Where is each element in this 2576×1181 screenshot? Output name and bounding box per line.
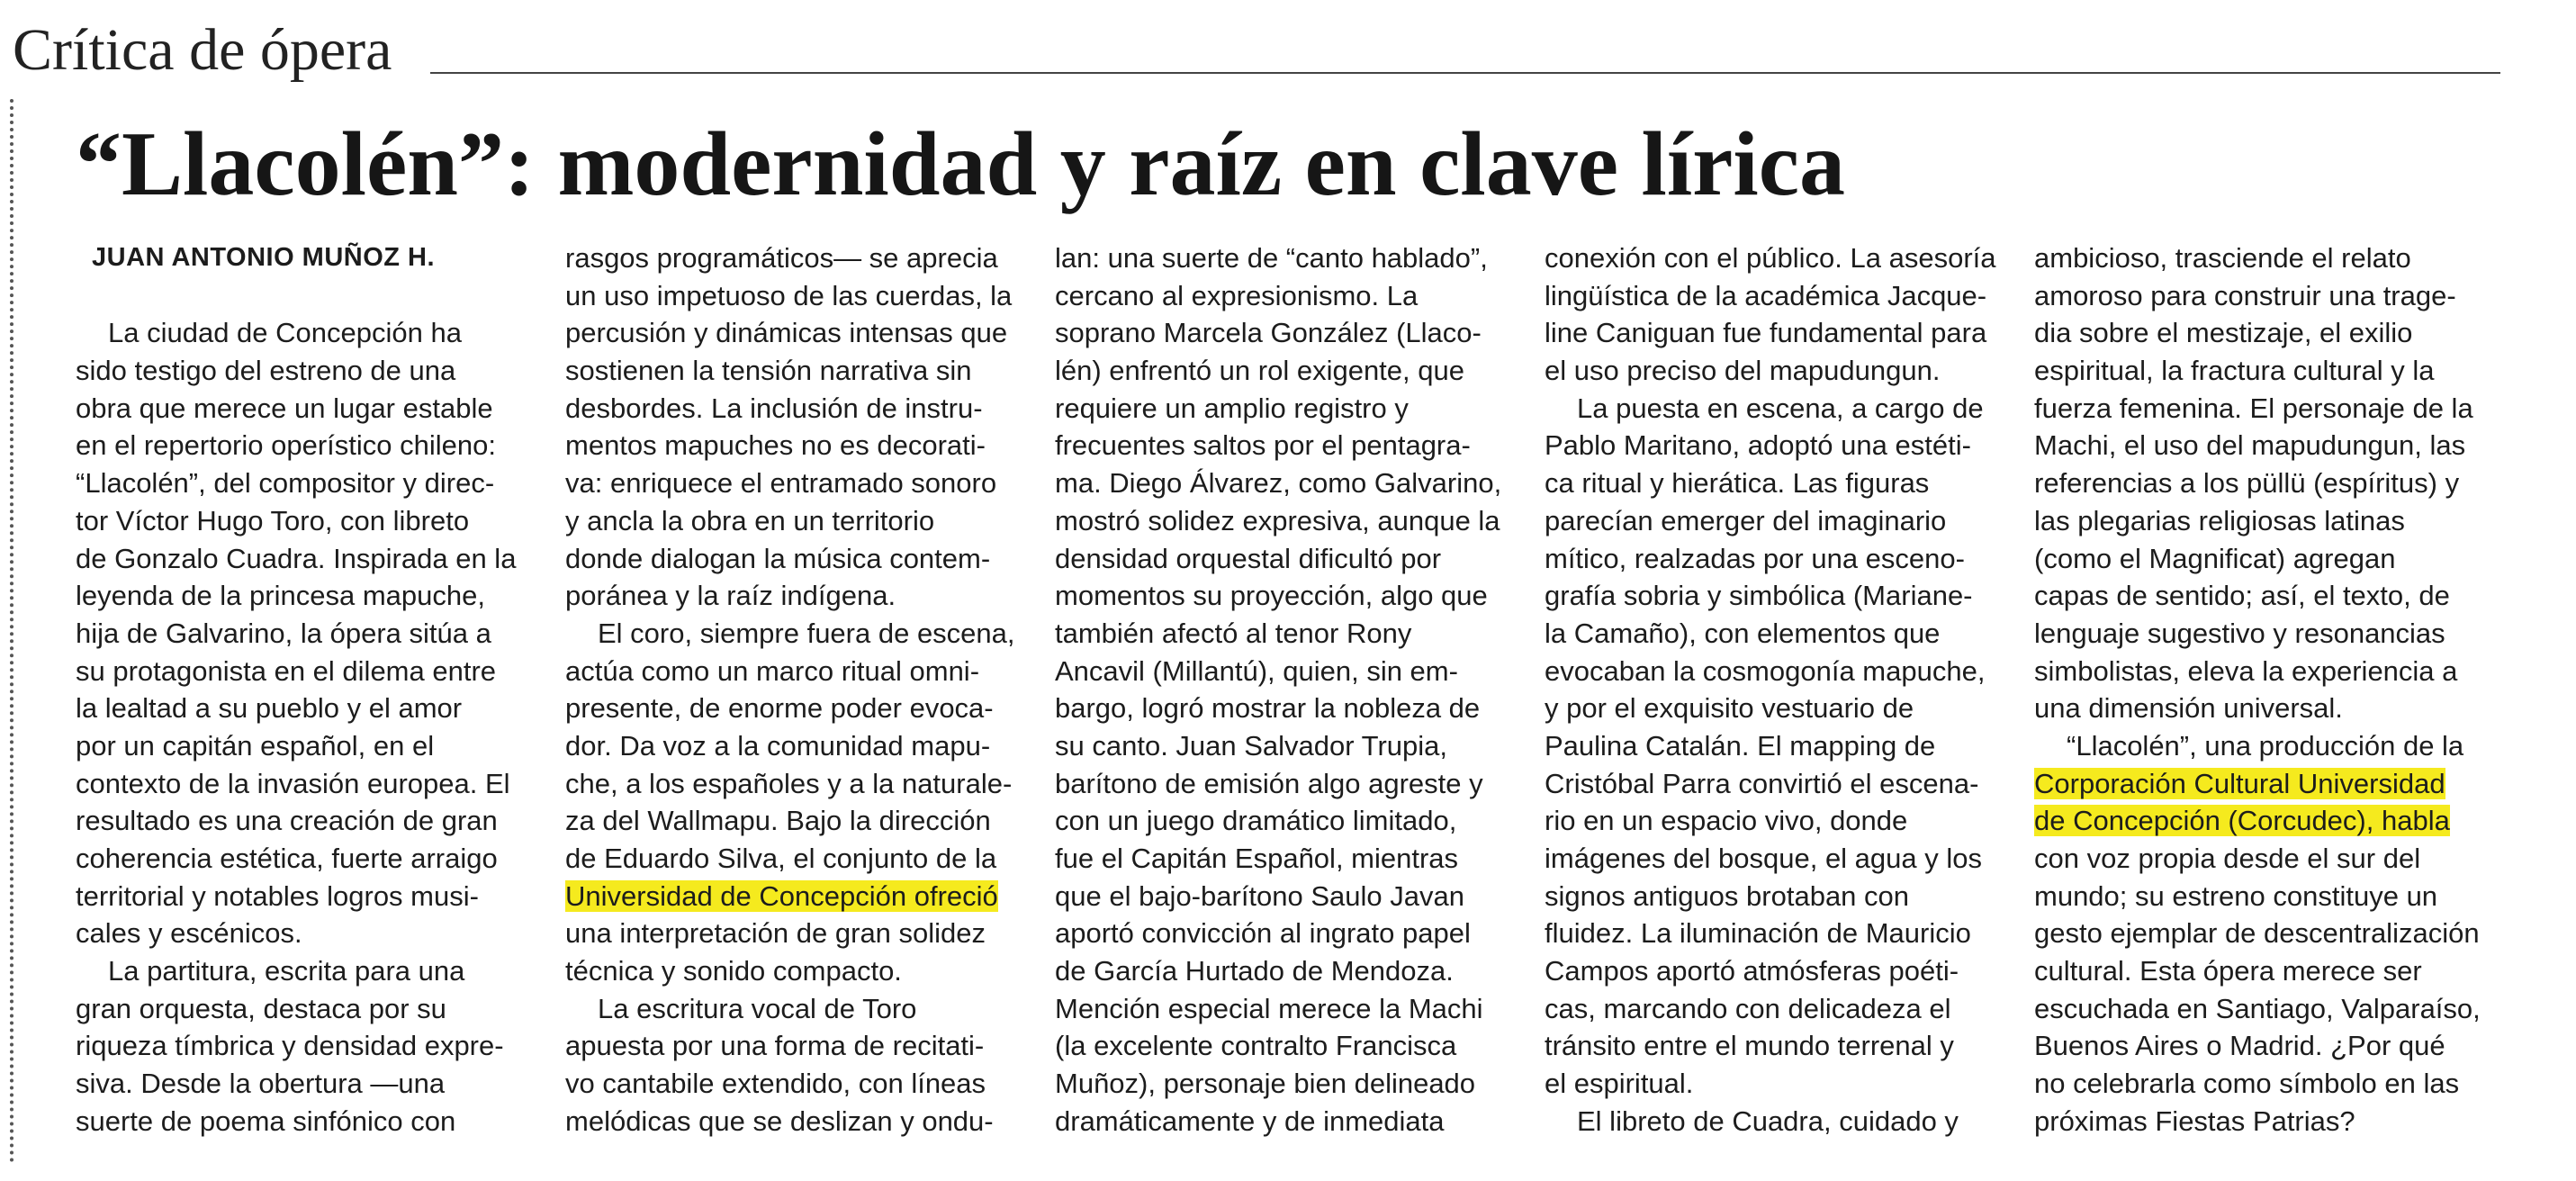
text-line — [76, 277, 526, 315]
text-line: contexto de la invasión europea. El — [76, 767, 510, 799]
text-line: fluidez. La iluminación de Mauricio — [1545, 917, 1971, 950]
text-line: cas, marcando con delicadeza el — [1545, 992, 1951, 1024]
text-line — [2034, 802, 2484, 840]
text-line: simbolistas, eleva la experiencia a — [2034, 654, 2458, 687]
text-line: Paulina Catalán. El mapping de — [1545, 729, 1936, 762]
text-line: Campos aportó atmósferas poéti- — [1545, 955, 1959, 987]
text-line: resultado es una creación de gran — [76, 805, 498, 837]
text-line: “Llacolén”, del compositor y direc- — [76, 467, 495, 500]
section-rule — [430, 72, 2500, 74]
text-line: dramáticamente y de inmediata — [1055, 1104, 1445, 1137]
text-line: ca ritual y hierática. Las figuras — [1545, 467, 1930, 500]
text-line: barítono de emisión algo agreste y — [1055, 767, 1483, 799]
text-line: requiere un amplio registro y — [1055, 392, 1409, 424]
text-line: cultural. Esta ópera merece ser — [2034, 955, 2422, 987]
text-line: bargo, logró mostrar la nobleza de — [1055, 692, 1481, 725]
text-line: dia sobre el mestizaje, el exilio — [2034, 317, 2413, 349]
text-line: Ancavil (Millantú), quien, sin em- — [1055, 654, 1458, 687]
text-line: lenguaje sugestivo y resonancias — [2034, 617, 2445, 649]
text-line: poránea y la raíz indígena. — [565, 580, 896, 612]
text-line: actúa como un marco ritual omni- — [565, 654, 980, 687]
text-line: de Eduardo Silva, el conjunto de la — [565, 843, 997, 874]
text-line: riqueza tímbrica y densidad expre- — [76, 1030, 504, 1062]
text-line: Pablo Maritano, adoptó una estéti- — [1545, 429, 1971, 462]
text-line: tránsito entre el mundo terrenal y — [1545, 1030, 1954, 1062]
text-line: con un juego dramático limitado, — [1055, 805, 1457, 837]
text-line: y ancla la obra en un territorio — [565, 504, 935, 536]
text-line: capas de sentido; así, el texto, de — [2034, 580, 2450, 612]
text-line: técnica y sonido compacto. — [565, 955, 902, 987]
text-line: siva. Desde la obertura —una — [76, 1068, 446, 1100]
text-line: rio en un espacio vivo, donde — [1545, 805, 1908, 837]
text-line: grafía sobria y simbólica (Mariane- — [1545, 580, 1973, 612]
text-line: su canto. Juan Salvador Trupia, — [1055, 729, 1447, 762]
text-line: amoroso para construir una trage- — [2034, 279, 2456, 311]
text-line: aportó convicción al ingrato papel — [1055, 917, 1471, 950]
text-line: La partitura, escrita para una — [108, 955, 465, 987]
text-line: melódicas que se deslizan y ondu- — [565, 1104, 994, 1137]
text-line: mundo; su estreno constituye un — [2034, 879, 2438, 912]
text-line: su protagonista en el dilema entre — [76, 654, 497, 687]
text-line: la lealtad a su pueblo y el amor — [76, 692, 463, 725]
highlighted-text: de Concepción (Corcudec), habla — [2034, 805, 2450, 837]
text-line: Machi, el uso del mapudungun, las — [2034, 429, 2466, 462]
text-line: de Gonzalo Cuadra. Inspirada en la — [76, 542, 517, 574]
text-line: za del Wallmapu. Bajo la dirección — [565, 805, 991, 837]
text-line: con voz propia desde el sur del — [2034, 843, 2421, 874]
text-line: leyenda de la princesa mapuche, — [76, 580, 485, 612]
text-line: escuchada en Santiago, Valparaíso, — [2034, 992, 2481, 1024]
text-line: que el bajo-barítono Saulo Javan — [1055, 879, 1464, 912]
text-line: percusión y dinámicas intensas que — [565, 317, 1008, 349]
author-byline: JUAN ANTONIO MUÑOZ H. — [92, 243, 436, 272]
text-line: obra que merece un lugar estable — [76, 392, 493, 424]
text-line: “Llacolén”, una producción de la — [2067, 729, 2464, 762]
text-line: evocaban la cosmogonía mapuche, — [1545, 654, 1986, 687]
text-line: el espiritual. — [1545, 1068, 1694, 1100]
text-line: Buenos Aires o Madrid. ¿Por qué — [2034, 1030, 2445, 1062]
text-line: vo cantabile extendido, con líneas — [565, 1068, 986, 1100]
text-line: Cristóbal Parra convirtió el escena- — [1545, 767, 1979, 799]
text-line: gesto ejemplar de descentralización — [2034, 917, 2480, 950]
text-line: gran orquesta, destaca por su — [76, 992, 446, 1024]
text-line: territorial y notables logros musi- — [76, 879, 479, 912]
text-line: próximas Fiestas Patrias? — [2034, 1104, 2355, 1137]
text-line: coherencia estética, fuerte arraigo — [76, 843, 498, 874]
text-line: La puesta en escena, a cargo de — [1577, 392, 1984, 424]
section-title: Crítica de ópera — [13, 17, 392, 83]
text-line: donde dialogan la música contem- — [565, 542, 991, 574]
text-line: ambicioso, trasciende el relato — [2034, 242, 2411, 274]
text-line: imágenes del bosque, el agua y los — [1545, 843, 1982, 874]
text-line: en el repertorio operístico chileno: — [76, 429, 496, 462]
text-line: signos antiguos brotaban con — [1545, 879, 1910, 912]
text-line: (como el Magnificat) agregan — [2034, 542, 2396, 574]
text-line: dor. Da voz a la comunidad mapu- — [565, 729, 991, 762]
text-line: mítico, realzadas por una esceno- — [1545, 542, 1965, 574]
article-headline: “Llacolén”: modernidad y raíz en clave lírica — [76, 113, 1846, 215]
text-line: una dimensión universal. — [2034, 692, 2343, 725]
text-line: fuerza femenina. El personaje de la — [2034, 392, 2473, 424]
text-line: tor Víctor Hugo Toro, con libreto — [76, 504, 470, 536]
article-column-2 — [565, 239, 1015, 1140]
text-line: rasgos programáticos— se aprecia — [565, 242, 998, 274]
text-line: no celebrarla como símbolo en las — [2034, 1068, 2460, 1100]
text-line: lan: una suerte de “canto hablado”, — [1055, 242, 1488, 274]
text-line: espiritual, la fractura cultural y la — [2034, 355, 2435, 387]
text-line: lingüística de la académica Jacque- — [1545, 279, 1987, 311]
text-line: fue el Capitán Español, mientras — [1055, 843, 1459, 874]
text-line: soprano Marcela González (Llaco- — [1055, 317, 1482, 349]
text-line: line Caniguan fue fundamental para — [1545, 317, 1987, 349]
text-line: La ciudad de Concepción ha — [108, 317, 462, 349]
text-line: referencias a los püllü (espíritus) y — [2034, 467, 2460, 500]
text-line: va: enriquece el entramado sonoro — [565, 467, 997, 500]
text-line — [565, 878, 1015, 915]
text-line: Mención especial merece la Machi — [1055, 992, 1483, 1024]
highlighted-text: Corporación Cultural Universidad — [2034, 767, 2445, 799]
text-line: Muñoz), personaje bien delineado — [1055, 1068, 1476, 1100]
article-column-3 — [1055, 239, 1505, 1140]
text-line: presente, de enorme poder evoca- — [565, 692, 994, 725]
text-line: lén) enfrentó un rol exigente, que — [1055, 355, 1464, 387]
text-line: cercano al expresionismo. La — [1055, 279, 1419, 311]
text-line: hija de Galvarino, la ópera sitúa a — [76, 617, 491, 649]
dotted-margin-rule — [10, 99, 14, 1163]
text-line: el uso preciso del mapudungun. — [1545, 355, 1941, 387]
text-line: conexión con el público. La asesoría — [1545, 242, 1996, 274]
text-line: una interpretación de gran solidez — [565, 917, 986, 950]
text-line: densidad orquestal dificultó por — [1055, 542, 1442, 574]
article-column-4 — [1545, 239, 1995, 1140]
text-line: (la excelente contralto Francisca — [1055, 1030, 1457, 1062]
text-line: che, a los españoles y a la naturale- — [565, 767, 1013, 799]
text-line: ma. Diego Álvarez, como Galvarino, — [1055, 467, 1502, 500]
text-line: desbordes. La inclusión de instru- — [565, 392, 983, 424]
text-line: mostró solidez expresiva, aunque la — [1055, 504, 1500, 536]
text-line: El coro, siempre fuera de escena, — [598, 617, 1015, 649]
text-line: un uso impetuoso de las cuerdas, la — [565, 279, 1013, 311]
text-line: La escritura vocal de Toro — [598, 992, 917, 1024]
text-line: apuesta por una forma de recitati- — [565, 1030, 985, 1062]
text-line: suerte de poema sinfónico con — [76, 1104, 456, 1137]
text-line: momentos su proyección, algo que — [1055, 580, 1488, 612]
text-line: y por el exquisito vestuario de — [1545, 692, 1914, 725]
text-line: sido testigo del estreno de una — [76, 355, 456, 387]
article-column-1 — [76, 239, 526, 1140]
article-column-5 — [2034, 239, 2484, 1140]
text-line: también afectó al tenor Rony — [1055, 617, 1412, 649]
text-line: parecían emerger del imaginario — [1545, 504, 1947, 536]
text-line: sostienen la tensión narrativa sin — [565, 355, 972, 387]
text-line — [2034, 765, 2484, 803]
text-line: frecuentes saltos por el pentagra- — [1055, 429, 1471, 462]
text-line: cales y escénicos. — [76, 917, 302, 950]
highlighted-text: Universidad de Concepción ofreció — [565, 879, 998, 912]
text-line: la Camaño), con elementos que — [1545, 617, 1941, 649]
text-line: por un capitán español, en el — [76, 729, 435, 762]
text-line: de García Hurtado de Mendoza. — [1055, 955, 1454, 987]
text-line: mentos mapuches no es decorati- — [565, 429, 986, 462]
text-line: El libreto de Cuadra, cuidado y — [1577, 1104, 1959, 1137]
text-line: las plegarias religiosas latinas — [2034, 504, 2405, 536]
